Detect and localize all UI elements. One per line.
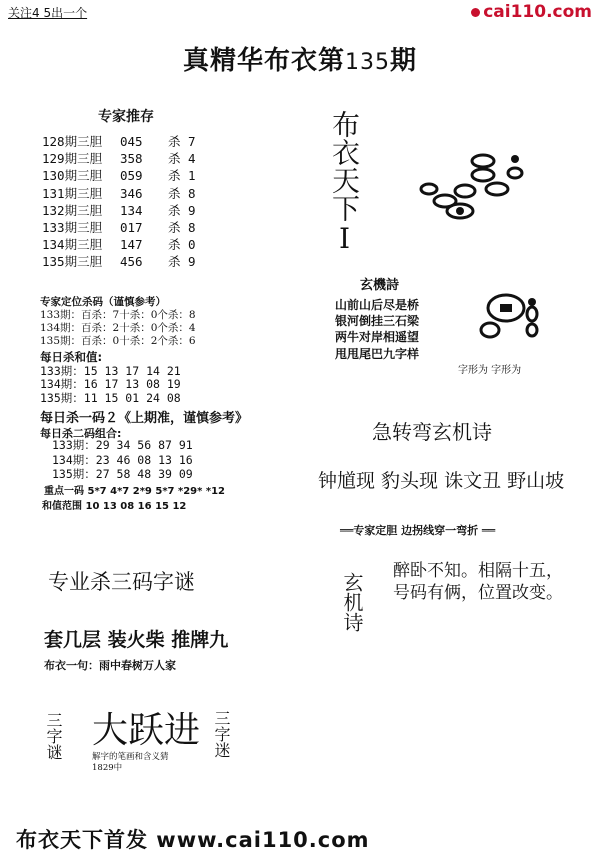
list-item: 134期：百杀：2十杀：0个杀：4: [40, 322, 196, 334]
xuanji-vertical: 玄机诗: [340, 572, 364, 632]
site-logo-text: cai110.com: [483, 2, 592, 22]
three-char-big: 大跃进: [92, 710, 201, 751]
note-line: 解字的笔画和含义猜: [92, 752, 169, 762]
position-kill-title: 专家定位杀码（谨慎参考）: [40, 296, 166, 308]
rings-graphic: [405, 145, 535, 235]
buyi-tianxia-vertical: 布衣天下Ⅰ: [328, 110, 361, 255]
daily-sum-block: [40, 351, 181, 405]
list-item: 133期：15 13 17 14 21: [40, 363, 181, 378]
list-item: 128期三胆 045 杀 7: [42, 134, 196, 149]
page-title: [0, 40, 600, 77]
list-item: 133期：29 34 56 87 91: [52, 438, 193, 452]
poem-lines: [335, 297, 419, 362]
list-item: 134期：23 46 08 13 16: [52, 452, 193, 467]
list-item: 131期三胆 346 杀 8: [42, 185, 196, 201]
daily-pair-list: [52, 438, 193, 482]
buyi-one-line: 布衣一句：雨中春树万人家: [44, 659, 176, 672]
site-logo[interactable]: [471, 2, 592, 22]
poem-line: 银河倒挂三石梁: [335, 314, 420, 329]
three-char-note: [92, 752, 169, 774]
poem-line: 两牛对岸相遥望: [335, 330, 420, 345]
title-suffix: 期: [390, 46, 418, 76]
xuanji-line: 号码有俩，位置改变。: [393, 583, 563, 603]
list-item: 134期三胆 147 杀 0: [42, 237, 196, 253]
logo-dot-icon: [471, 8, 480, 17]
list-item: 135期：27 58 48 39 09: [52, 467, 193, 481]
poem-line: 山前山后尽是桥: [335, 298, 420, 312]
list-item: 130期三胆 059 杀 1: [42, 168, 196, 184]
key-digit-line: 重点一码 5*7 4*7 2*9 5*7 *29* *12: [44, 486, 225, 497]
list-item: 133期三胆 017 杀 8: [42, 220, 196, 236]
expert-recommend-title: 专家推存: [98, 109, 154, 125]
xuanji-text: [393, 560, 563, 604]
three-char-right: 三字迷: [212, 710, 231, 758]
poem-title: 玄機詩: [360, 278, 400, 293]
rings-small-graphic: [470, 286, 550, 346]
expert-recommend-list: [42, 133, 196, 271]
note-line: 1829中: [92, 763, 123, 773]
title-main: 真精华布衣第: [182, 46, 345, 76]
kill-three-riddle: 套几层 装火柴 推牌九: [44, 629, 229, 651]
footer-text: 布衣天下首发 www.cai110.com: [16, 828, 370, 852]
kill-three-title: 专业杀三码字谜: [48, 570, 195, 594]
list-item: 135期：11 15 01 24 08: [40, 390, 181, 405]
xuanji-line: 醉卧不知。相隔十五，: [393, 561, 563, 581]
daily-sum-title: 每日杀和值:: [40, 350, 103, 364]
three-char-left: 三字谜: [44, 712, 63, 760]
expert-fix-line: ══专家定胆 边拐线穿一弯折 ══: [340, 524, 496, 537]
list-item: 129期三胆 358 杀 4: [42, 151, 196, 167]
list-item: 135期三胆 456 杀 9: [42, 254, 196, 270]
riddle-poem-title: 急转弯玄机诗: [372, 420, 492, 444]
list-item: 135期：百杀：0十杀：2个杀：6: [40, 335, 196, 347]
list-item: 133期：百杀：7十杀：0个杀：8: [40, 309, 196, 321]
sum-range-line: 和值范围 10 13 08 16 15 12: [42, 501, 187, 512]
daily-pair-title: 每日杀二码组合:: [40, 427, 122, 440]
list-item: 132期三胆 134 杀 9: [42, 202, 196, 218]
position-kill-block: [40, 296, 196, 348]
shape-caption: 字形为 字形为: [458, 365, 522, 376]
daily-one-title: 每日杀一码２《上期准，谨慎参考》: [40, 411, 249, 426]
riddle-clues: 钟馗现 豹头现 诛文丑 野山坡: [318, 470, 565, 492]
title-issue: 135: [345, 50, 390, 75]
list-item: 134期：16 17 13 08 19: [40, 377, 181, 392]
poem-line: 甩甩尾巴九字样: [335, 346, 420, 361]
top-note: 关注4 5出一个: [8, 6, 88, 20]
